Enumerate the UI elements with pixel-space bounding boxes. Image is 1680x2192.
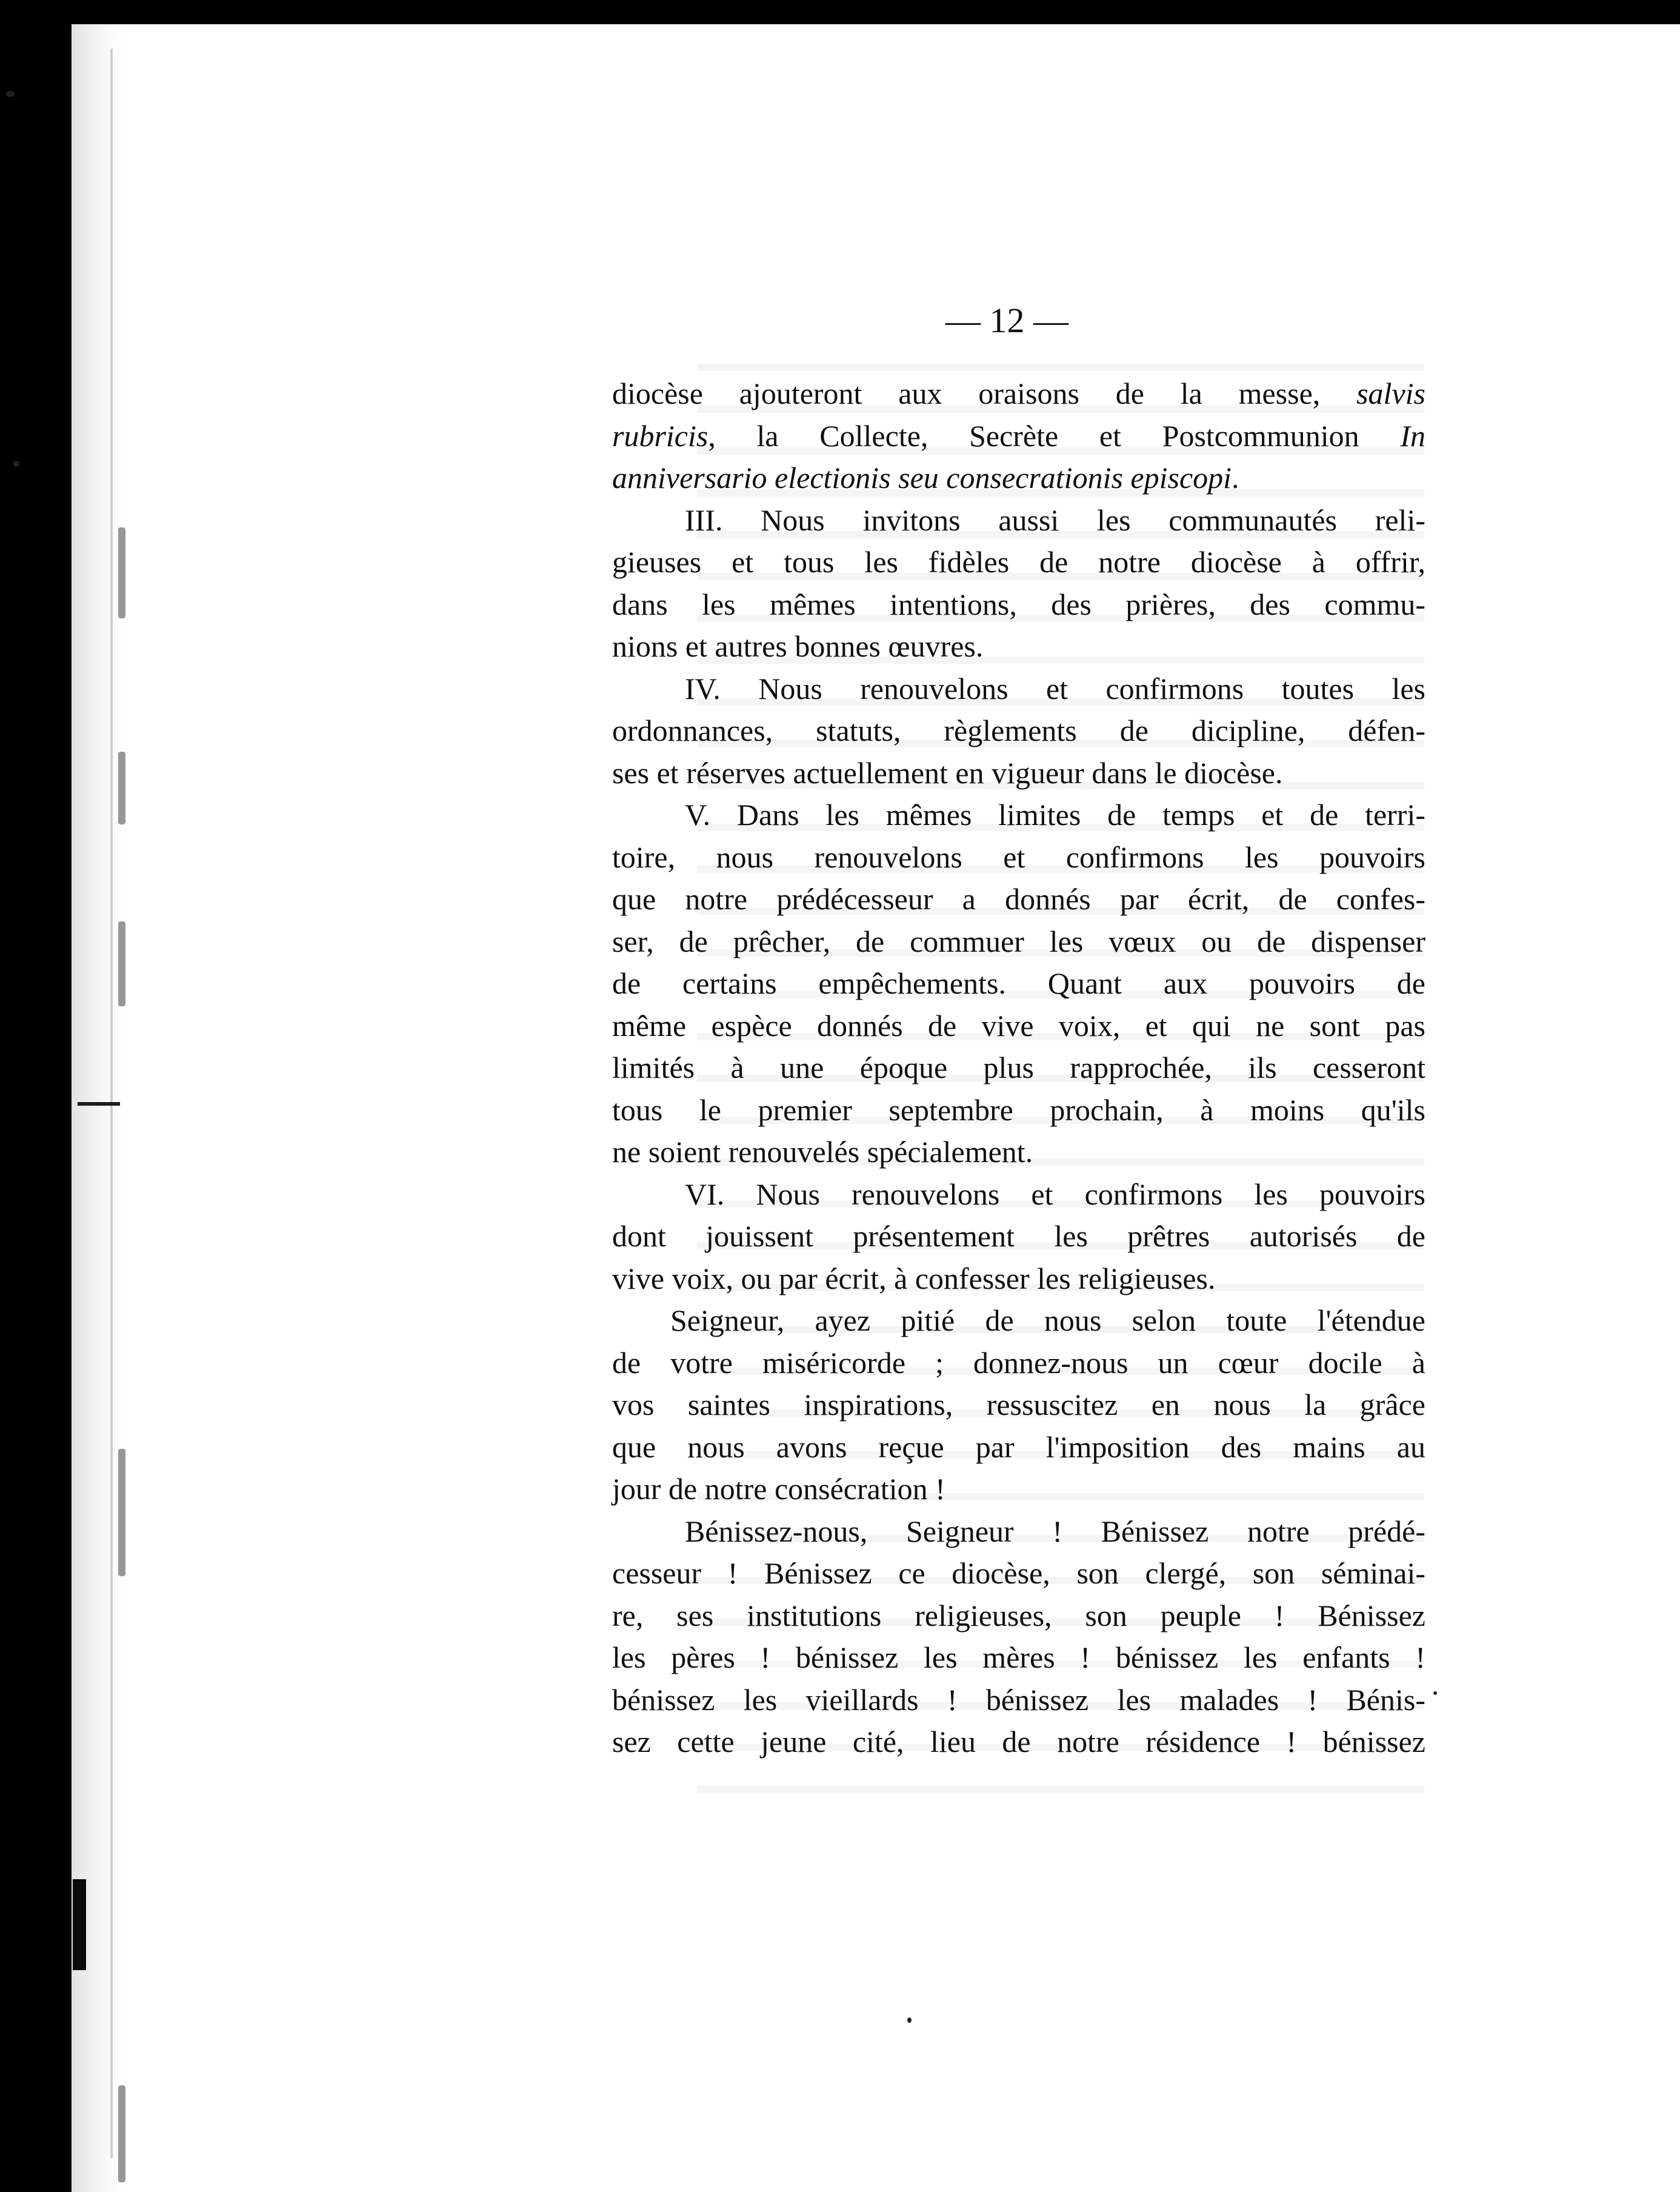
- text-segment: tous le premier septembre prochain, à moins qu'ils: [612, 1092, 1425, 1127]
- text-line: [612, 1174, 1425, 1216]
- scan-speck: [13, 461, 19, 467]
- text-segment: vos saintes inspirations, ressuscitez en nous la grâce: [612, 1388, 1425, 1422]
- text-segment: Seigneur, ayez pitié de nous selon toute l'étendue: [670, 1303, 1425, 1337]
- text-segment: .: [1232, 461, 1239, 495]
- italic-text-segment: anniversario electionis seu consecrationis episcopi: [612, 461, 1232, 495]
- text-line: [612, 541, 1425, 584]
- text-line: [612, 1637, 1425, 1679]
- text-segment: ne soient renouvelés spécialement.: [612, 1135, 1033, 1169]
- text-line: [612, 1468, 1425, 1511]
- gutter-mark: [118, 921, 125, 1006]
- text-line: [612, 710, 1425, 752]
- italic-text-segment: salvis: [1356, 376, 1425, 410]
- text-segment: cesseur ! Bénissez ce diocèse, son clergé, son séminai-: [612, 1556, 1425, 1590]
- text-line: [612, 1679, 1425, 1722]
- gutter-mark: [118, 1449, 125, 1576]
- text-segment: VI. Nous renouvelons et confirmons les pouvoirs: [685, 1177, 1425, 1211]
- text-segment: vive voix, ou par écrit, à confesser les religieuses.: [612, 1261, 1216, 1295]
- text-segment: IV. Nous renouvelons et confirmons toutes les: [685, 671, 1425, 706]
- text-segment: ordonnances, statuts, règlements de dicipline, défen-: [612, 713, 1425, 747]
- body-text: [612, 373, 1425, 1763]
- text-line: [612, 963, 1425, 1005]
- italic-text-segment: In: [1400, 418, 1425, 453]
- text-line: [612, 1005, 1425, 1048]
- text-segment: , la Collecte, Secrète et Postcommunion: [708, 418, 1401, 453]
- gutter-mark: [118, 527, 125, 618]
- text-segment: ser, de prêcher, de commuer les vœux ou de dispenser: [612, 924, 1425, 958]
- text-line: [612, 1595, 1425, 1637]
- text-segment: nions et autres bonnes œuvres.: [612, 629, 984, 663]
- gutter-mark: [118, 2085, 125, 2182]
- text-line: [612, 1089, 1425, 1132]
- text-segment: gieuses et tous les fidèles de notre diocèse à offrir,: [612, 545, 1425, 579]
- text-line: [612, 878, 1425, 921]
- text-line: [612, 415, 1425, 458]
- page-number: — 12 —: [945, 301, 1068, 340]
- text-segment: que notre prédécesseur a donnés par écrit, de confes-: [612, 882, 1425, 916]
- text-line: [612, 457, 1425, 500]
- text-segment: limités à une époque plus rapprochée, ils cesseront: [612, 1051, 1425, 1084]
- scan-speck: [6, 91, 15, 97]
- text-segment: bénissez les vieillards ! bénissez les malades ! Bénis-: [612, 1682, 1425, 1717]
- text-line: [612, 837, 1425, 879]
- scan-speck: [1433, 1691, 1437, 1695]
- text-line: [612, 373, 1425, 415]
- text-line: [612, 1511, 1425, 1553]
- text-line: [612, 1552, 1425, 1595]
- text-segment: re, ses institutions religieuses, son peuple ! Bénissez: [612, 1598, 1425, 1632]
- text-line: [612, 752, 1425, 795]
- text-line: [612, 1426, 1425, 1469]
- text-segment: les pères ! bénissez les mères ! bénissez les enfants !: [612, 1640, 1425, 1674]
- text-line: [612, 1721, 1425, 1763]
- text-segment: III. Nous invitons aussi les communautés reli-: [685, 503, 1425, 537]
- italic-text-segment: rubricis: [612, 418, 708, 453]
- text-segment: Bénissez-nous, Seigneur ! Bénissez notre prédé-: [685, 1514, 1425, 1548]
- text-line: [612, 668, 1425, 710]
- scan-speck: [907, 2017, 912, 2023]
- text-line: [612, 584, 1425, 626]
- text-line: [612, 1300, 1425, 1342]
- text-line: [612, 921, 1425, 963]
- text-segment: même espèce donnés de vive voix, et qui ne sont pas: [612, 1008, 1425, 1043]
- text-line: [612, 500, 1425, 542]
- text-line: [612, 1131, 1425, 1174]
- text-segment: V. Dans les mêmes limites de temps et de terri-: [685, 798, 1425, 832]
- text-line: [612, 626, 1425, 668]
- text-line: [612, 1215, 1425, 1258]
- page-gutter-shadow: [72, 24, 130, 2192]
- text-segment: dont jouissent présentement les prêtres autorisés de: [612, 1219, 1425, 1253]
- gutter-tick: [78, 1102, 120, 1106]
- text-line: [612, 794, 1425, 837]
- text-line: [612, 1047, 1425, 1089]
- text-segment: ses et réserves actuellement en vigueur dans le diocèse.: [612, 755, 1283, 790]
- text-segment: de certains empêchements. Quant aux pouvoirs de: [612, 966, 1425, 1000]
- text-segment: jour de notre consécration !: [612, 1472, 945, 1506]
- text-segment: de votre miséricorde ; donnez-nous un cœur docile à: [612, 1345, 1425, 1380]
- gutter-mark: [118, 752, 125, 824]
- text-segment: que nous avons reçue par l'imposition des mains au: [612, 1429, 1425, 1464]
- text-segment: sez cette jeune cité, lieu de notre résidence ! bénissez: [612, 1725, 1425, 1759]
- text-segment: diocèse ajouteront aux oraisons de la messe,: [612, 376, 1357, 410]
- text-segment: toire, nous renouvelons et confirmons les pouvoirs: [612, 840, 1425, 874]
- text-line: [612, 1384, 1425, 1426]
- text-line: [612, 1258, 1425, 1300]
- text-segment: dans les mêmes intentions, des prières, des commu-: [612, 587, 1425, 621]
- edge-shadow: [73, 1879, 86, 1970]
- text-line: [612, 1342, 1425, 1385]
